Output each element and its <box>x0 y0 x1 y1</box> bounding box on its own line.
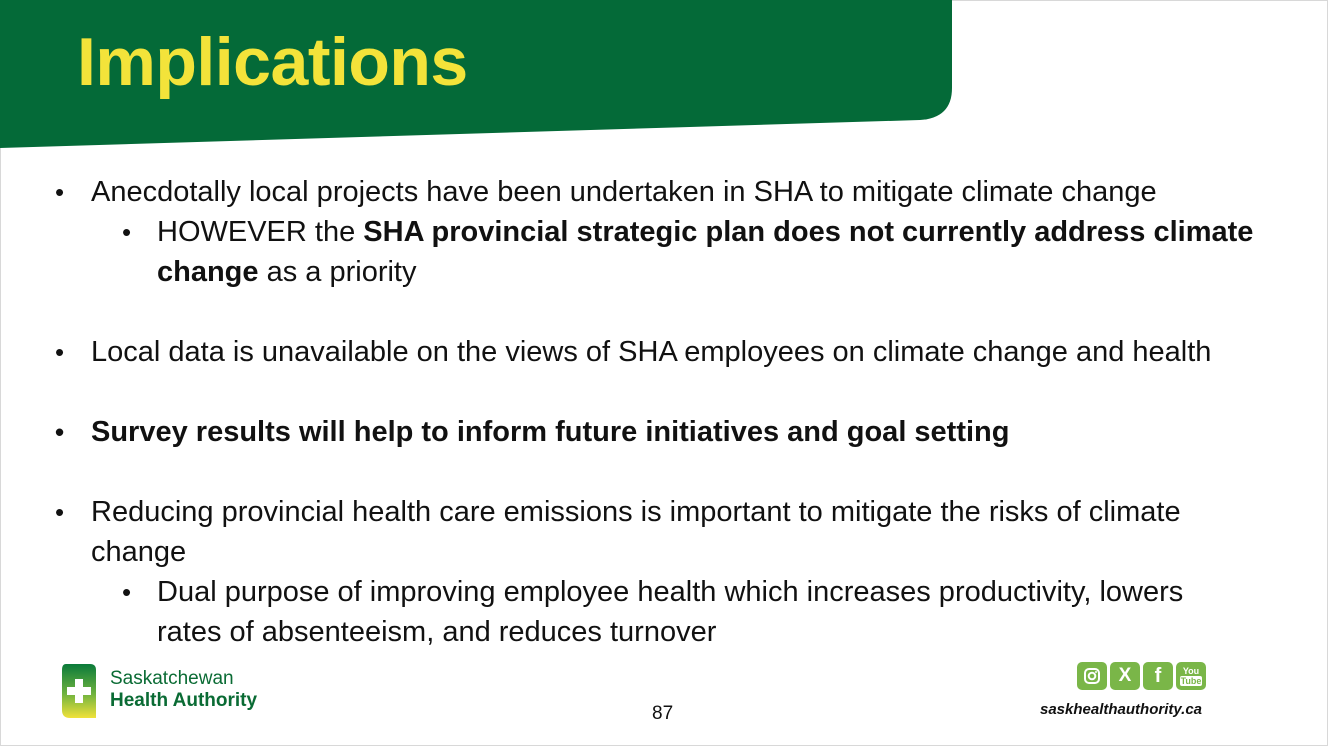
youtube-label-bottom: Tube <box>1180 676 1202 686</box>
sub-bullet-item <box>122 572 1184 652</box>
logo-line-2: Health Authority <box>110 690 258 711</box>
website-link[interactable]: saskhealthauthority.ca <box>1040 701 1203 718</box>
bullet-dot-icon: • <box>55 337 65 367</box>
bullet-item <box>55 412 1010 452</box>
bullet-text-bold: change <box>157 256 259 288</box>
youtube-label-top: You <box>1182 666 1200 676</box>
slide-title: Implications <box>77 24 468 100</box>
page-number: 87 <box>652 703 674 724</box>
bullet-text: rates of absenteeism, and reduces turnover <box>157 616 717 648</box>
facebook-icon[interactable] <box>1143 662 1173 690</box>
bullet-dot-icon: • <box>55 497 65 527</box>
x-label: X <box>1118 665 1132 686</box>
bullet-text: change <box>91 536 187 568</box>
instagram-icon[interactable] <box>1077 662 1107 690</box>
bullet-item <box>55 332 1212 372</box>
x-icon[interactable] <box>1110 662 1140 690</box>
bullet-dot-icon: • <box>55 177 65 207</box>
organization-name <box>110 668 257 712</box>
bullet-item <box>55 172 1157 212</box>
facebook-label: f <box>1154 664 1162 687</box>
bullet-dot-icon: • <box>122 217 132 247</box>
bullet-text: Anecdotally local projects have been undertaken in SHA to mitigate climate change <box>91 176 1157 208</box>
bullet-text: Reducing provincial health care emissions is important to mitigate the risks of climate <box>91 496 1181 528</box>
bullet-dot-icon: • <box>55 417 65 447</box>
logo-line-1: Saskatchewan <box>110 668 234 689</box>
bullet-text: Dual purpose of improving employee health which increases productivity, lowers <box>157 576 1184 608</box>
bullet-text: HOWEVER the <box>157 216 364 248</box>
bullet-text: Local data is unavailable on the views of SHA employees on climate change and health <box>91 336 1212 368</box>
bullet-dot-icon: • <box>122 577 132 607</box>
youtube-icon[interactable] <box>1176 662 1206 690</box>
sha-logo-icon <box>60 662 100 720</box>
bullet-text-bold: Survey results will help to inform future initiatives and goal setting <box>91 416 1010 448</box>
bullet-text: as a priority <box>258 256 417 288</box>
sub-bullet-item <box>122 212 1257 292</box>
social-icons <box>1077 662 1206 690</box>
bullet-item <box>55 492 1181 572</box>
bullet-text-bold: SHA provincial strategic plan does not currently address climate <box>363 216 1254 248</box>
